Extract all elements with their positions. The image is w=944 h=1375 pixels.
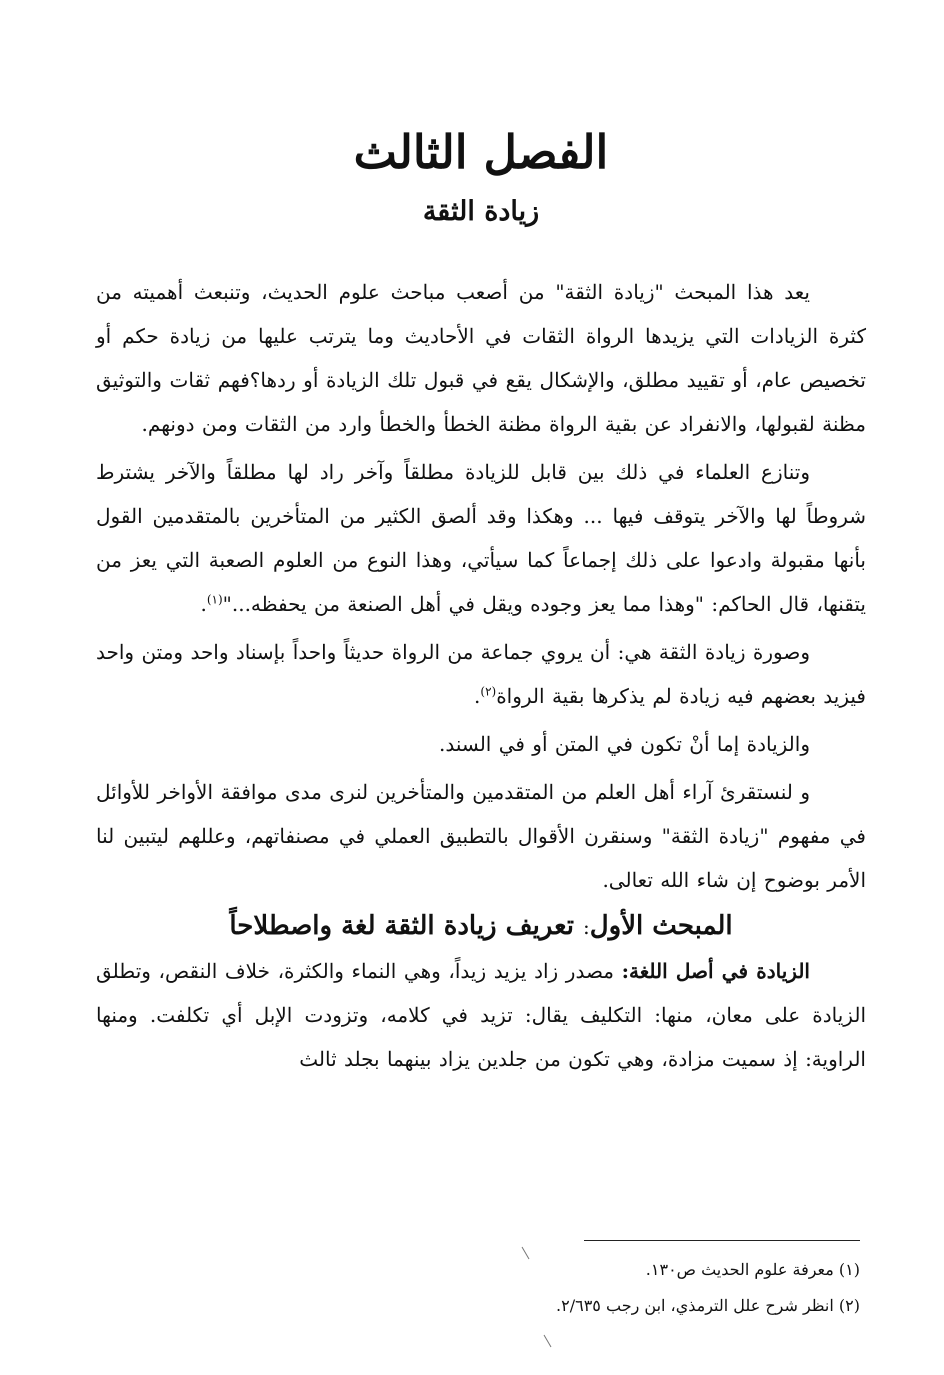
definition-lead: الزيادة في أصل اللغة: [621,959,810,983]
chapter-title: الفصل الثالث [353,125,609,179]
paragraph-dispute [96,450,866,626]
section-heading [96,904,866,949]
paragraph-intro [96,270,866,446]
section-heading-separator: : [583,915,590,939]
footnotes [260,1252,860,1324]
paragraph-plan-text: و لنستقرئ آراء أهل العلم من المتقدمين والمتأخرين لنرى مدى موافقة الأواخر للأوائل في مفهوم "زيادة الثقة" وسنقرن الأقوال بالتطبيق العملي في مصنفاتهم، وعللهم ليتبين لنا الأمر بوضوح إن شاء الله تعالى. [96,780,866,892]
footnote-2: (٢) انظر شرح علل الترمذي، ابن رجب ٢/٦٣٥. [556,1296,860,1315]
section-heading-label: المبحث الأول [589,911,733,941]
paragraph-location-text: والزيادة إما أنْ تكون في المتن أو في السند. [438,732,810,756]
paragraph-form [96,630,866,718]
definition-text: مصدر زاد يزيد زيداً، وهي النماء والكثرة، خلاف النقص، وتطلق الزيادة على معان، منها: التكليف يقال: تزيد في كلامه، وتزودت الإبل أي تكلفت. ومنها الراوية: إذ سميت مزادة، وهي تكون من جلدين يزاد بينهما بجلد ثالث [96,959,866,1071]
footnote-ref-2[interactable]: (٢) [480,684,497,699]
stray-mark [544,1335,552,1348]
footnote-ref-1[interactable]: (١) [206,592,223,607]
section-heading-title: تعريف زيادة الثقة لغة واصطلاحاً [229,911,574,941]
paragraph-intro-text: يعد هذا المبحث "زيادة الثقة" من أصعب مباحث علوم الحديث، وتنبعث أهميته من كثرة الزيادات التي يزيدها الرواة الثقات في الأحاديث وما يترتب عليها من زيادة حكم أو تخصيص عام، أو تقييد مطلق، والإشكال يقع في قبول تلك الزيادة أو ردها؟فهم ثقات والتوثيق مظنة لقبولها، والانفراد عن بقية الرواة مظنة الخطأ والخطأ وارد من الثقات ومن دونهم. [96,280,866,436]
paragraph-definition [96,949,866,1081]
chapter-subtitle: زيادة الثقة [422,196,540,227]
paragraph-form-text: وصورة زيادة الثقة هي: أن يروي جماعة من الرواة حديثاً واحداً بإسناد واحد ومتن واحد فيزيد بعضهم فيه زيادة لم يذكرها بقية الرواة [96,640,866,708]
footnote-divider [584,1240,860,1241]
paragraph-dispute-text: وتنازع العلماء في ذلك بين قابل للزيادة مطلقاً وآخر راد لها مطلقاً والآخر يشترط شروطاً لها والآخر يتوقف فيها ... وهكذا وقد ألصق الكثير من المتأخرين بالمتقدمين القول بأنها مقبولة وادعوا على ذلك إجماعاً كما سيأتي، وهذا النوع من العلوم الصعبة التي يعز من يتقنها، قال الحاكم: "وهذا مما يعز وجوده ويقل في أهل الصنعة من يحفظه..." [96,460,866,616]
footnote-1: (١) معرفة علوم الحديث ص١٣٠. [645,1260,860,1279]
page-body [96,120,866,1081]
paragraph-plan [96,770,866,902]
paragraph-form-end: . [474,684,481,708]
paragraph-dispute-end: . [200,592,207,616]
paragraph-location [96,722,866,766]
